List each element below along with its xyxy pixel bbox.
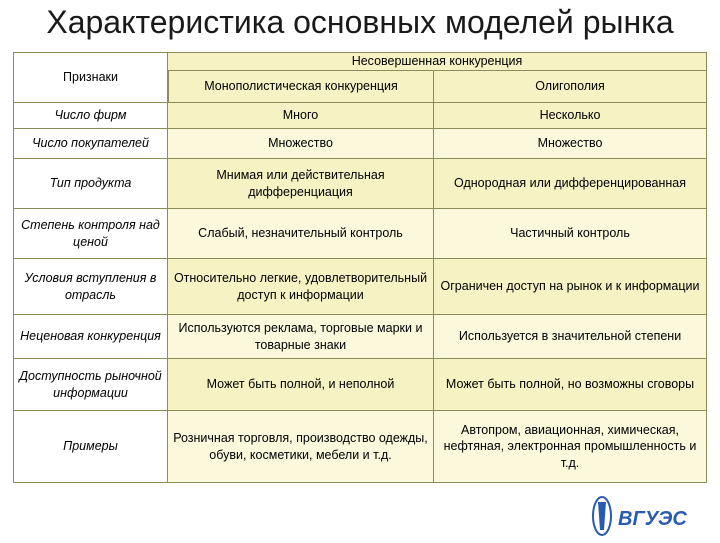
row-col2: Однородная или дифференцированная [434,159,707,209]
row-col1: Относительно легкие, удовлетворительный доступ к информации [168,259,434,315]
table-row [13,315,707,359]
row-col2: Несколько [434,103,707,129]
col1-header: Монополистическая конкуренция [168,71,434,103]
table-row [13,359,707,411]
table-row [13,103,707,129]
row-col2: Используется в значительной степени [434,315,707,359]
logo-icon [580,494,700,538]
row-feature: Тип продукта [13,159,168,209]
row-col1: Может быть полной, и неполной [168,359,434,411]
table-row [13,259,707,315]
row-col2: Множество [434,129,707,159]
row-feature: Условия вступления в отрасль [13,259,168,315]
row-feature: Число фирм [13,103,168,129]
group-header: Несовершенная конкуренция [168,52,707,71]
page-title: Характеристика основных моделей рынка [46,4,674,40]
table-row [13,159,707,209]
table-row [13,209,707,259]
logo-text: ВГУЭС [618,508,687,530]
row-col1: Слабый, незначительный контроль [168,209,434,259]
row-col2: Автопром, авиационная, химическая, нефтяная, электронная промышленность и т.д. [434,411,707,483]
row-feature: Неценовая конкуренция [13,315,168,359]
table-row [13,411,707,483]
table-row [13,129,707,159]
row-col1: Розничная торговля, производство одежды, обуви, косметики, мебели и т.д. [168,411,434,483]
market-models-table [13,52,707,483]
row-feature: Степень контроля над ценой [13,209,168,259]
row-feature: Число покупателей [13,129,168,159]
row-col1: Используются реклама, торговые марки и товарные знаки [168,315,434,359]
row-col1: Мнимая или действительная дифференциация [168,159,434,209]
feature-header: Признаки [13,52,168,103]
row-col2: Частичный контроль [434,209,707,259]
row-col2: Может быть полной, но возможны сговоры [434,359,707,411]
row-col1: Множество [168,129,434,159]
row-col1: Много [168,103,434,129]
row-col2: Ограничен доступ на рынок и к информации [434,259,707,315]
row-feature: Примеры [13,411,168,483]
row-feature: Доступность рыночной информации [13,359,168,411]
university-logo [580,494,700,538]
col2-header: Олигополия [434,71,707,103]
